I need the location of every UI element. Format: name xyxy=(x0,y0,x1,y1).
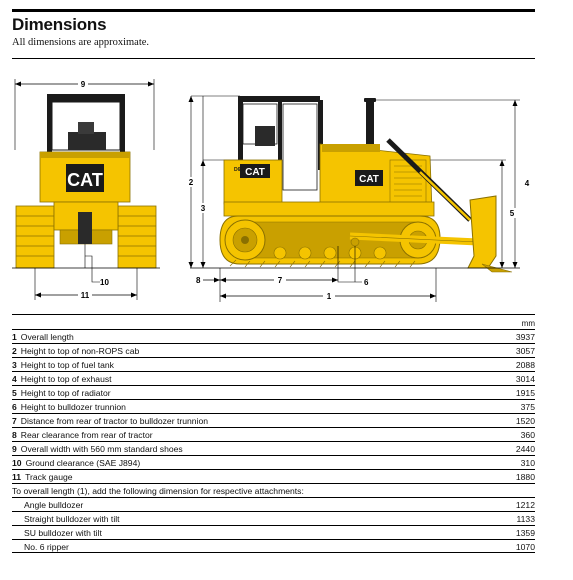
row-value: 310 xyxy=(520,458,535,468)
cat-logo-front: CAT xyxy=(67,170,103,190)
page-subtitle: All dimensions are approximate. xyxy=(12,37,150,48)
table-row xyxy=(12,469,535,483)
callout-1: 1 xyxy=(326,292,332,301)
row-label: Overall length xyxy=(20,332,74,342)
row-label: Height to top of fuel tank xyxy=(20,360,114,370)
attachment-row xyxy=(12,497,535,511)
attachment-value: 1133 xyxy=(516,514,535,524)
attachment-row xyxy=(12,525,535,539)
row-number: 11 xyxy=(12,472,22,482)
row-number: 9 xyxy=(12,444,17,454)
cat-logo-side: CAT xyxy=(245,167,265,178)
page-title: Dimensions xyxy=(12,15,107,34)
row-value: 1520 xyxy=(515,416,535,426)
divider xyxy=(12,58,535,59)
attachment-label: SU bulldozer with tilt xyxy=(24,528,102,538)
dozer-dimension-illustration xyxy=(0,60,573,310)
model-badge: D6G xyxy=(234,167,245,173)
front-view xyxy=(12,79,160,300)
table-row xyxy=(12,371,535,385)
callout-5: 5 xyxy=(509,209,515,218)
attachment-label: No. 6 ripper xyxy=(24,542,69,552)
attachment-label: Straight bulldozer with tilt xyxy=(24,514,120,524)
row-number: 7 xyxy=(12,416,17,426)
attachment-value: 1212 xyxy=(515,500,535,510)
unit-label: mm xyxy=(521,319,535,328)
callout-11: 11 xyxy=(80,291,90,300)
header-rule xyxy=(12,9,535,12)
attachment-row xyxy=(12,539,535,553)
row-value: 3937 xyxy=(515,332,535,342)
attachment-value: 1070 xyxy=(515,542,535,552)
row-value: 3014 xyxy=(515,374,535,384)
attachment-value: 1359 xyxy=(515,528,535,538)
attachment-label: Angle bulldozer xyxy=(24,500,84,510)
cat-logo-hood: CAT xyxy=(359,174,379,185)
attachment-row xyxy=(12,511,535,525)
row-label: Height to bulldozer trunnion xyxy=(20,402,126,412)
callout-7: 7 xyxy=(277,276,283,285)
row-number: 8 xyxy=(12,430,17,440)
callout-2: 2 xyxy=(188,178,194,187)
row-value: 2440 xyxy=(515,444,535,454)
row-value: 1915 xyxy=(515,388,535,398)
table-row xyxy=(12,441,535,455)
row-value: 360 xyxy=(520,430,535,440)
table-row xyxy=(12,455,535,469)
attachments-note: To overall length (1), add the following dimension for respective attachments: xyxy=(12,483,535,497)
row-label: Distance from rear of tractor to bulldozer trunnion xyxy=(20,416,209,426)
row-label: Ground clearance (SAE J894) xyxy=(25,458,141,468)
row-number: 6 xyxy=(12,402,17,412)
dimension-rows xyxy=(12,329,535,553)
side-view xyxy=(186,96,532,302)
row-value: 2088 xyxy=(515,360,535,370)
divider xyxy=(12,314,535,315)
row-value: 375 xyxy=(520,402,535,412)
row-label: Height to top of non-ROPS cab xyxy=(20,346,140,356)
table-row xyxy=(12,413,535,427)
row-number: 10 xyxy=(12,458,22,468)
callout-3: 3 xyxy=(200,204,206,213)
callout-10: 10 xyxy=(100,278,109,287)
table-row xyxy=(12,427,535,441)
callout-4: 4 xyxy=(524,179,530,188)
row-number: 3 xyxy=(12,360,17,370)
callout-6: 6 xyxy=(364,278,369,287)
dimensions-table xyxy=(12,318,535,553)
table-row xyxy=(12,343,535,357)
callout-8: 8 xyxy=(196,276,201,285)
row-label: Track gauge xyxy=(25,472,73,482)
row-value: 1880 xyxy=(515,472,535,482)
row-value: 3057 xyxy=(515,346,535,356)
table-row xyxy=(12,329,535,343)
table-row xyxy=(12,385,535,399)
table-row xyxy=(12,399,535,413)
row-label: Height to top of radiator xyxy=(20,388,111,398)
row-label: Height to top of exhaust xyxy=(20,374,112,384)
table-row xyxy=(12,357,535,371)
row-number: 4 xyxy=(12,374,17,384)
row-number: 2 xyxy=(12,346,17,356)
row-label: Overall width with 560 mm standard shoes xyxy=(20,444,183,454)
row-label: Rear clearance from rear of tractor xyxy=(20,430,153,440)
callout-9: 9 xyxy=(80,80,86,89)
row-number: 1 xyxy=(12,332,17,342)
row-number: 5 xyxy=(12,388,17,398)
